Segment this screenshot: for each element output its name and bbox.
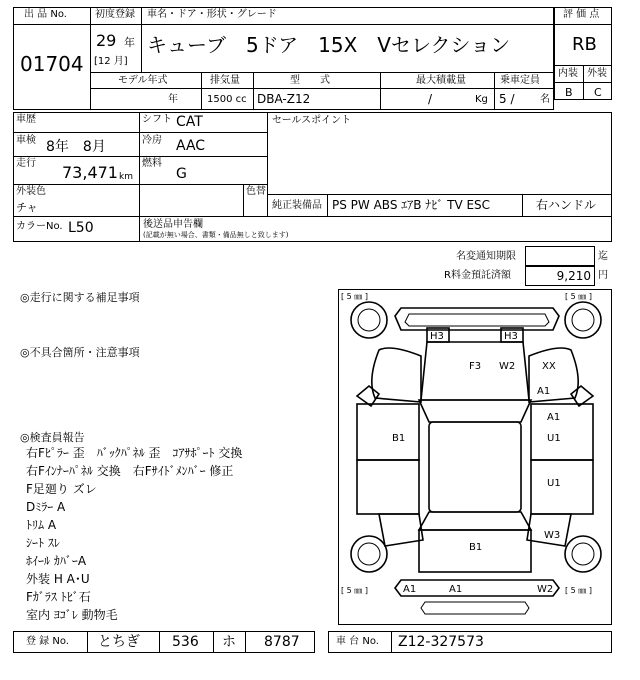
mirror-right — [571, 386, 593, 406]
registration-class: 536 — [172, 634, 199, 650]
chassis-number: Z12-327573 — [398, 634, 484, 650]
fuel-value: G — [176, 166, 187, 182]
damage-mark: A1 — [403, 584, 417, 595]
damage-mark: H3 — [430, 331, 444, 342]
mileage-label: 走行 — [16, 158, 36, 169]
interior-grade: B — [565, 86, 573, 99]
rating-value: RB — [572, 34, 597, 55]
steering-side: 右ハンドル — [536, 198, 597, 212]
documents-note: (記載が無い場合、書類・備品無しと致します) — [143, 231, 289, 239]
shift-label: シフト — [142, 114, 172, 125]
name-change-label: 名変通知期限 — [456, 251, 516, 262]
documents-label: 後送品申告欄 — [143, 219, 203, 230]
tire-tread-rear-right: [ 5 ㎜ ] — [565, 586, 592, 595]
tire-front-right — [565, 302, 601, 338]
rear-glass — [419, 512, 531, 530]
capacity-value: 5 / — [499, 92, 515, 106]
mileage-unit: km — [119, 172, 133, 182]
recycle-label: R料金預託済額 — [444, 270, 511, 281]
sales-points-label: セールスポイント — [272, 115, 352, 126]
ac-value: AAC — [176, 138, 206, 154]
capacity-label: 乗車定員 — [500, 75, 540, 86]
max-load-value: / — [428, 92, 433, 106]
registration-number: 8787 — [264, 634, 300, 650]
rating-label: 評 価 点 — [563, 9, 600, 20]
windshield — [419, 400, 531, 422]
first-registration-year: 29 — [96, 31, 117, 50]
front-left-door — [357, 404, 419, 460]
displacement-value: 1500 cc — [207, 94, 247, 105]
tire-rear-left — [351, 536, 387, 572]
registration-area: とちぎ — [98, 634, 140, 650]
damage-mark: W3 — [544, 530, 561, 541]
registration-label: 登 録 No. — [26, 636, 69, 647]
capacity-unit: 名 — [540, 94, 550, 105]
color-number-label: カラーNo. — [16, 221, 63, 232]
exterior-grade: C — [594, 86, 602, 99]
inspector-line: 右Fﾋﾟﾗｰ 歪 ﾊﾞｯｸﾊﾟﾈﾙ 歪 ｺｱｻﾎﾟｰﾄ 交換 — [26, 446, 243, 460]
exterior-color-value: チャ — [16, 201, 38, 214]
front-right-door — [531, 404, 593, 460]
shaken-label: 車検 — [16, 135, 36, 146]
displacement-label: 排気量 — [210, 75, 240, 86]
damage-mark: A1 — [537, 386, 551, 397]
damage-mark: U1 — [547, 433, 561, 444]
tire-tread-front-left: [ 5 ㎜ ] — [341, 292, 368, 301]
car-name: キューブ 5ドア 15X Vセレクション — [147, 33, 511, 57]
damage-mark: W2 — [499, 361, 516, 372]
rear-left-fender — [379, 514, 423, 546]
lot-number-label: 出 品 No. — [24, 9, 67, 20]
first-registration-month: [12 月] — [94, 56, 128, 67]
inspector-line: ﾄﾘﾑ A — [26, 518, 57, 532]
rear-right-door — [531, 460, 593, 514]
inspector-line: F足廻り ズレ — [26, 482, 97, 496]
shaken-value: 8年 8月 — [46, 139, 106, 155]
damage-mark: A1 — [547, 412, 561, 423]
car-name-label: 車名・ドア・形状・グレード — [147, 9, 277, 20]
tire-tread-rear-left: [ 5 ㎜ ] — [341, 586, 368, 595]
tire-rear-right — [565, 536, 601, 572]
tire-front-left — [351, 302, 387, 338]
inspector-line: 外装 H A･U — [26, 572, 90, 586]
inspector-line: 室内 ﾖｺﾞﾚ 動物毛 — [26, 608, 118, 622]
equipment-value: PS PW ABS ｴｱB ﾅﾋﾞ TV ESC — [332, 198, 491, 212]
car-diagram-frame — [338, 289, 612, 625]
name-change-box — [525, 246, 595, 266]
rear-bumper — [395, 580, 559, 596]
ac-label: 冷房 — [142, 135, 162, 146]
inspector-line: 右Fｲﾝﾅｰﾊﾟﾈﾙ 交換 右Fｻｲﾄﾞﾒﾝﾊﾞｰ 修正 — [26, 464, 234, 478]
inspector-report-label: ◎検査員報告 — [20, 431, 85, 444]
max-load-label: 最大積載量 — [416, 75, 466, 86]
damage-mark: B1 — [469, 542, 483, 553]
model-year-unit: 年 — [168, 94, 178, 105]
shift-value: CAT — [176, 114, 203, 130]
lot-number: 01704 — [20, 52, 84, 76]
car-diagram — [339, 290, 611, 624]
damage-mark: U1 — [547, 478, 561, 489]
damage-mark: XX — [542, 361, 556, 372]
inspector-line: Dﾐﾗｰ A — [26, 500, 66, 514]
damage-mark: B1 — [392, 433, 406, 444]
mileage-value: 73,471 — [62, 163, 118, 182]
damage-mark: H3 — [504, 331, 518, 342]
front-bumper — [395, 308, 559, 330]
rear-left-door — [357, 460, 419, 514]
recycle-value: 9,210 — [556, 269, 591, 283]
type-value: DBA-Z12 — [257, 92, 311, 106]
mirror-left — [357, 386, 379, 406]
damage-mark: W2 — [537, 584, 554, 595]
equipment-label: 純正装備品 — [272, 200, 322, 211]
damage-mark: F3 — [469, 361, 482, 372]
roof — [429, 422, 521, 512]
history-label: 車歴 — [16, 114, 36, 125]
exterior-color-label: 外装色 — [16, 186, 46, 197]
type-label: 型 式 — [290, 75, 330, 86]
name-change-unit: 迄 — [598, 251, 608, 262]
first-registration-year-unit: 年 — [124, 36, 135, 49]
interior-grade-label: 内装 — [558, 68, 578, 79]
recycle-unit: 円 — [598, 270, 608, 281]
max-load-unit: Kg — [475, 94, 488, 105]
model-year-label: モデル年式 — [118, 75, 168, 86]
color-number-value: L50 — [68, 220, 94, 236]
color-change-label: 色替 — [246, 186, 266, 197]
inspector-line: ﾎｲｰﾙ ｶﾊﾞｰA — [26, 554, 87, 568]
driving-notes-label: ◎走行に関する補足事項 — [20, 291, 140, 304]
chassis-label: 車 台 No. — [336, 636, 379, 647]
first-registration-label: 初度登録 — [95, 9, 135, 20]
tire-tread-front-right: [ 5 ㎜ ] — [565, 292, 592, 301]
exterior-grade-label: 外装 — [587, 68, 607, 79]
fuel-label: 燃料 — [142, 158, 162, 169]
defects-label: ◎不具合箇所・注意事項 — [20, 346, 140, 359]
damage-mark: A1 — [449, 584, 463, 595]
registration-kana: ホ — [222, 634, 236, 650]
rear-under-panel — [421, 602, 529, 614]
inspector-line: ｼｰﾄ ｽﾚ — [26, 536, 60, 550]
inspector-line: Fｶﾞﾗｽ ﾄﾋﾞ石 — [26, 590, 91, 604]
